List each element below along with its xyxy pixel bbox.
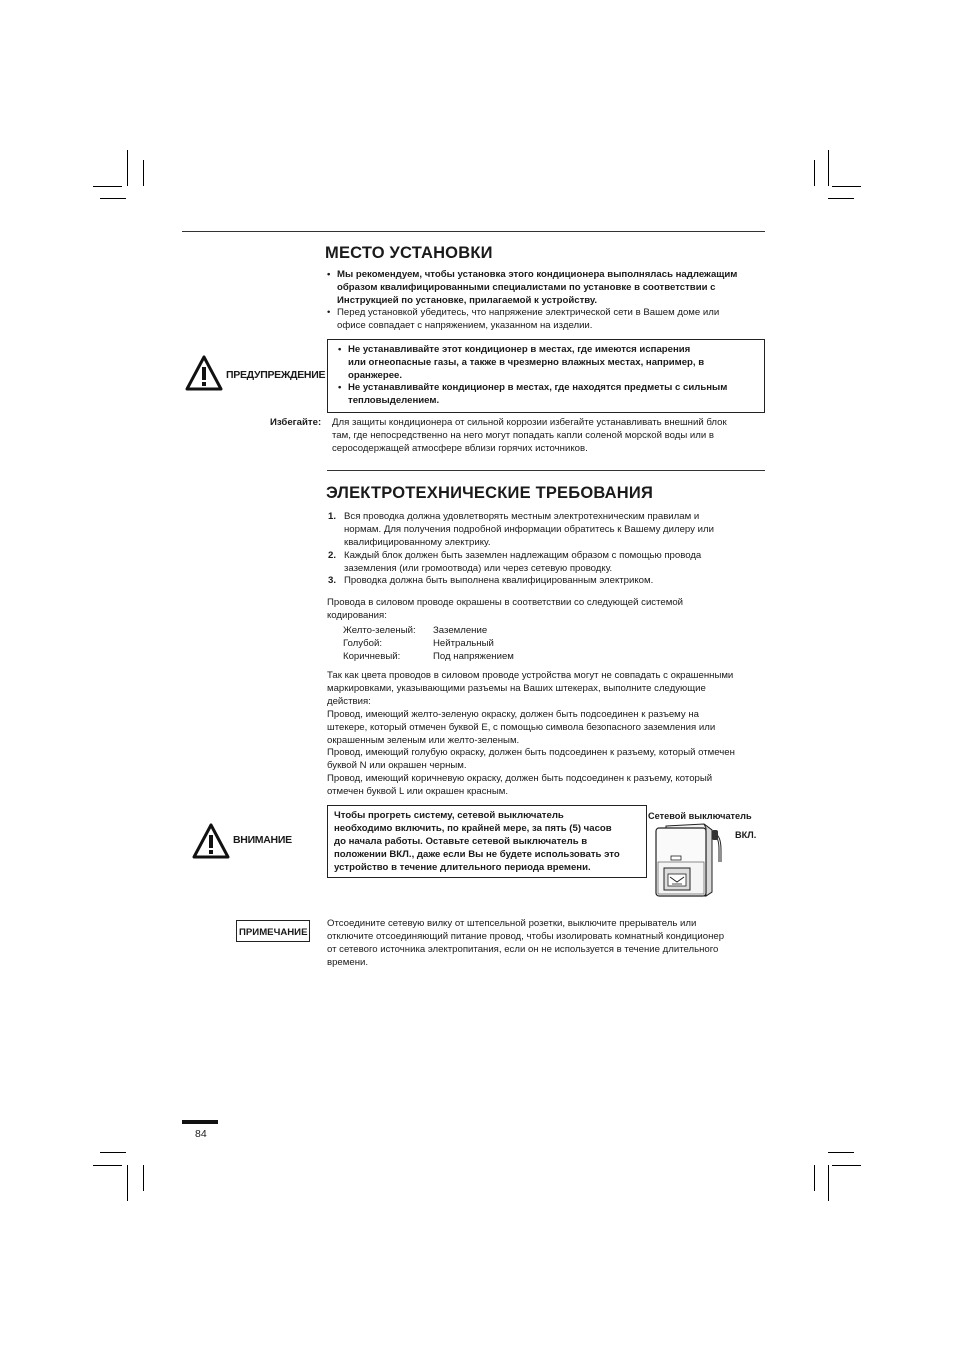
avoid-text <box>332 417 762 456</box>
item-number: 2. <box>328 550 337 561</box>
section-rule <box>327 470 765 471</box>
text-line: штекере, который отмечен буквой E, с помощью символа безопасного заземления или <box>327 721 716 733</box>
top-rule <box>182 231 765 232</box>
text-line: квалифицированному электрику. <box>344 536 491 548</box>
avoid-label: Избегайте: <box>270 417 322 428</box>
text-line: Для защиты кондиционера от сильной коррозии избегайте устанавливать внешний блок <box>332 417 727 428</box>
table-cell: Голубой: <box>343 637 383 649</box>
text-line: устройство в течение длительного периода времени. <box>334 861 591 873</box>
table-row <box>343 625 514 638</box>
text-line: Отсоедините сетевую вилку от штепсельной розетки, выключите прерыватель или <box>327 918 697 929</box>
text-line: Не устанавливайте этот кондиционер в местах, где имеются испарения <box>348 344 691 355</box>
text-line: Чтобы прогреть систему, сетевой выключатель <box>334 810 564 821</box>
section-title-installation: МЕСТО УСТАНОВКИ <box>325 244 493 262</box>
table-row <box>343 651 514 664</box>
switch-label: Сетевой выключатель <box>648 811 752 821</box>
section-title-electrical: ЭЛЕКТРОТЕХНИЧЕСКИЕ ТРЕБОВАНИЯ <box>326 484 654 502</box>
item-number: 1. <box>328 511 337 522</box>
text-line: Каждый блок должен быть заземлен надлежащим образом с помощью провода <box>344 550 702 561</box>
text-line: необходимо включить, по крайней мере, за пять (5) часов <box>334 822 612 834</box>
text-line: маркировками, указывающими разъемы на Ваших штекерах, выполните следующие <box>327 682 706 694</box>
caution-triangle-icon <box>191 822 231 860</box>
text-line: окрашенным зеленым или желто-зеленым. <box>327 734 520 746</box>
text-line: оранжерее. <box>348 369 403 381</box>
text-line: буквой N или окрашен черным. <box>327 760 467 772</box>
text-line: до начала работы. Оставьте сетевой выключатель в <box>334 835 588 847</box>
text-line: Провод, имеющий голубую окраску, должен быть подсоединен к разъему, который отмечен <box>327 747 735 759</box>
text-line: Провод, имеющий желто-зеленую окраску, должен быть подсоединен к разъему на <box>327 708 699 720</box>
text-line: нормам. Для получения подробной информации обратитесь к Вашему дилеру или <box>344 523 714 535</box>
text-line: Мы рекомендуем, чтобы установка этого кондиционера выполнялась надлежащим <box>337 269 738 280</box>
table-cell: Нейтральный <box>433 637 494 649</box>
item-number: 3. <box>328 575 337 586</box>
text-line: или огнеопасные газы, а также в чрезмерно влажных местах, например, в <box>348 356 705 368</box>
text-line: положении ВКЛ., даже если Вы не будете использовать это <box>334 848 620 860</box>
text-line: тепловыделением. <box>348 394 440 406</box>
text-line: там, где непосредственно на него могут попадать капли соленой морской воды или в <box>332 429 714 441</box>
text-line: от сетевого источника электропитания, если он не используется в течение длительного <box>327 943 719 955</box>
text-line: отключите отсоединяющий питание провод, чтобы изолировать комнатный кондиционер <box>327 930 725 942</box>
text-line: Вся проводка должна удовлетворять местным электротехническим правилам и <box>344 511 700 522</box>
warning-label: ПРЕДУПРЕЖДЕНИЕ <box>226 369 326 381</box>
text-line: образом квалифицированными специалистами по установке в соответствии с <box>337 281 716 293</box>
text-line: кодирования: <box>327 609 387 621</box>
table-row <box>343 638 514 651</box>
page-number-bar <box>182 1120 218 1124</box>
note-label-box <box>236 920 310 942</box>
table-cell: Заземление <box>433 625 488 636</box>
text-line: Не устанавливайте кондиционер в местах, где находятся предметы с сильным <box>348 382 728 393</box>
caution-box <box>327 805 647 878</box>
text-line: Инструкцией по установке, прилагаемой к устройству. <box>337 294 598 306</box>
color-code-table <box>343 625 514 664</box>
text-line: Так как цвета проводов в силовом проводе устройства могут не совпадать с окрашенными <box>327 670 734 681</box>
text-line: заземления (или громоотвода) или через сетевую проводку. <box>344 562 613 574</box>
warning-triangle-icon <box>184 354 224 392</box>
caution-label: ВНИМАНИЕ <box>233 834 292 846</box>
page-number: 84 <box>195 1128 207 1140</box>
caution-text <box>334 810 644 875</box>
text-line: Перед установкой убедитесь, что напряжение электрической сети в Вашем доме или <box>337 307 720 318</box>
table-cell: Коричневый: <box>343 650 401 662</box>
table-cell: Под напряжением <box>433 650 514 662</box>
text-line: офисе совпадает с напряжением, указанном на изделии. <box>337 319 593 331</box>
text-line: Провода в силовом проводе окрашены в соответствии со следующей системой <box>327 597 684 608</box>
text-line: действия: <box>327 695 371 707</box>
wiring-paragraph <box>327 670 767 799</box>
coding-intro <box>327 597 767 623</box>
text-line: отмечен буквой L или окрашен красным. <box>327 786 509 798</box>
text-line: Проводка должна быть выполнена квалифицированным электриком. <box>344 575 654 586</box>
warning-box: • Не устанавливайте этот кондиционер в местах, где имеются испарения или огнеопасные газы, а также в чрезмерно влажных местах, например, в оранжерее. • Не устанавливайте кондиционер в местах, где находятся предметы с сильным тепловыделением. <box>327 339 765 413</box>
note-label: ПРИМЕЧАНИЕ <box>239 927 308 938</box>
text-line: серосодержащей атмосфере вблизи горячих источников. <box>332 442 588 454</box>
note-text <box>327 918 767 970</box>
text-line: времени. <box>327 956 369 968</box>
power-switch-illustration <box>652 822 728 898</box>
text-line: Провод, имеющий коричневую окраску, должен быть подсоединен к разъему, который <box>327 773 713 785</box>
switch-on-label: ВКЛ. <box>735 830 757 840</box>
table-cell: Желто-зеленый: <box>343 625 416 636</box>
